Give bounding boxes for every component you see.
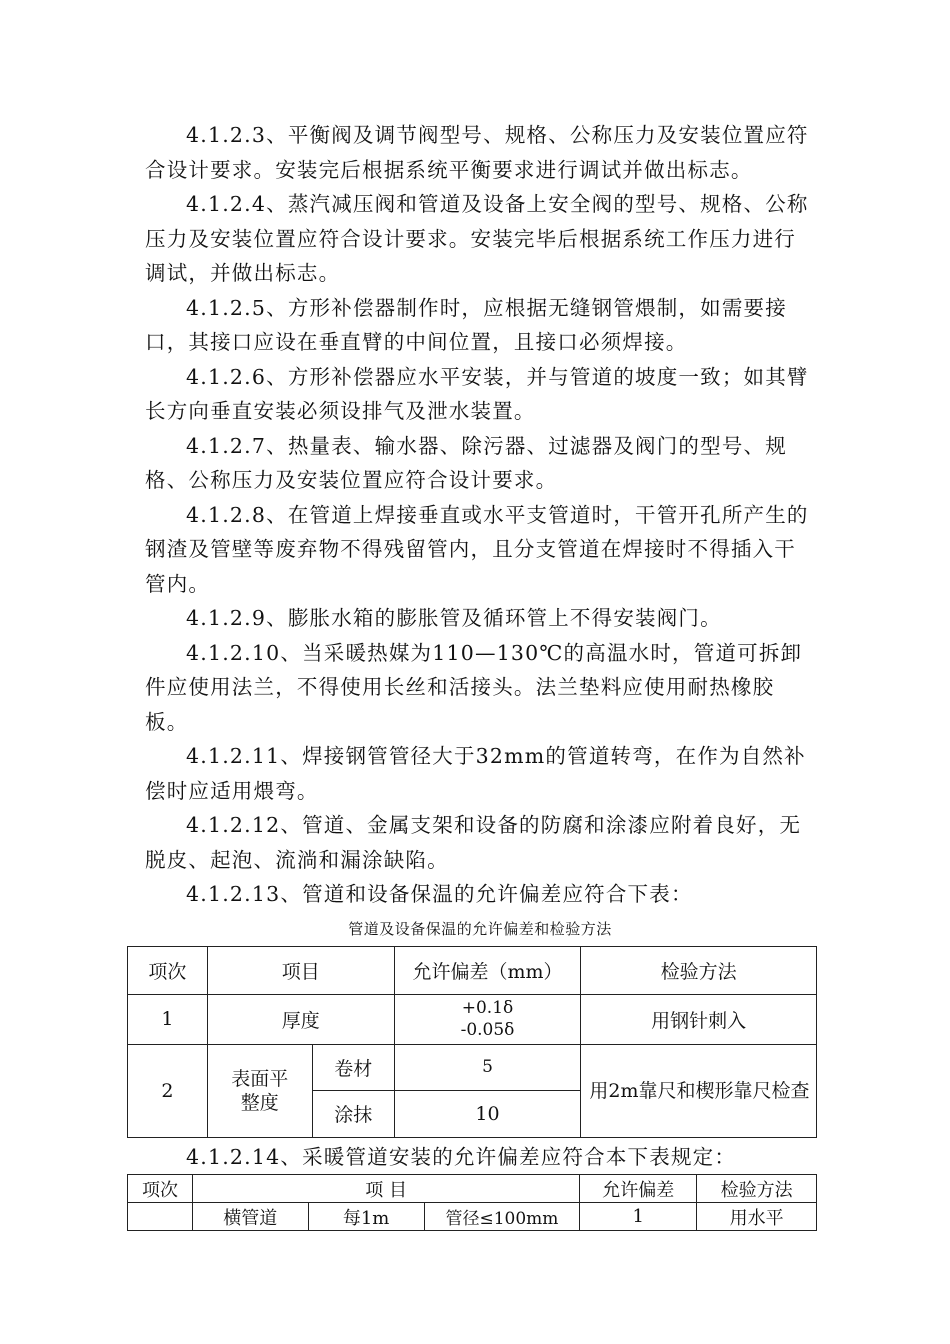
clause-4-1-2-6: 4.1.2.6、方形补偿器应水平安装，并与管道的坡度一致；如其臂长方向垂直安装必须设排气及泄水装置。: [145, 364, 809, 423]
row1-no: 1: [128, 994, 208, 1044]
insulation-tolerance-table: [127, 946, 817, 1138]
row2-item: [207, 1044, 312, 1137]
t2-row1-sub: 每1m: [308, 1203, 424, 1231]
table-header-row: [128, 946, 817, 994]
clause-4-1-2-10: 4.1.2.10、当采暖热媒为110—130℃的高温水时，管道可拆卸件应使用法兰，不得使用长丝和活接头。法兰垫料应使用耐热橡胶板。: [145, 640, 803, 734]
t2-header-no: 项次: [128, 1175, 193, 1203]
row2-item-label: 表面平整度: [231, 1067, 289, 1114]
t2-row1-deviation: 1: [580, 1203, 697, 1231]
clause-4-1-2-11: 4.1.2.11、焊接钢管管径大于32mm的管道转弯，在作为自然补偿时应适用煨弯。: [145, 744, 806, 803]
t2-header-deviation: 允许偏差: [580, 1175, 697, 1203]
clause-4-1-2-3: 4.1.2.3、平衡阀及调节阀型号、规格、公称压力及安装位置应符合设计要求。安装完后根据系统平衡要求进行调试并做出标志。: [145, 123, 809, 182]
row1-method: 用钢针刺入: [581, 994, 817, 1044]
t2-header-item: 项 目: [192, 1175, 579, 1203]
clause-4-1-2-12: 4.1.2.12、管道、金属支架和设备的防腐和涂漆应附着良好，无脱皮、起泡、流淌和漏涂缺陷。: [145, 813, 802, 872]
clause-4-1-2-13: 4.1.2.13、管道和设备保温的允许偏差应符合下表：: [186, 882, 693, 906]
table-row: [128, 1044, 817, 1090]
row1-deviation-upper: +0.1δ: [461, 998, 514, 1018]
header-item: 项目: [207, 946, 394, 994]
table-row: [128, 1203, 817, 1231]
t2-header-method: 检验方法: [697, 1175, 817, 1203]
header-method: 检验方法: [581, 946, 817, 994]
table1-caption: 管道及设备保温的允许偏差和检验方法: [348, 919, 612, 938]
clause-4-1-2-8: 4.1.2.8、在管道上焊接垂直或水平支管道时，干管开孔所产生的钢渣及管壁等废弃物不得残留管内，且分支管道在焊接时不得插入干管内。: [145, 502, 809, 596]
table-header-row: [128, 1175, 817, 1203]
clause-4-1-2-14: 4.1.2.14、采暖管道安装的允许偏差应符合本下表规定：: [186, 1144, 737, 1169]
row1-deviation: [394, 994, 581, 1044]
t2-row1-cond: 管径≤100mm: [424, 1203, 580, 1231]
clause-4-1-2-5: 4.1.2.5、方形补偿器制作时，应根据无缝钢管煨制，如需要接口，其接口应设在垂直臂的中间位置，且接口必须焊接。: [145, 295, 787, 354]
t2-row1-no: [128, 1203, 193, 1231]
row1-item: 厚度: [207, 994, 394, 1044]
row2-value2: 10: [394, 1090, 581, 1137]
row1-deviation-lower: -0.05δ: [460, 1020, 515, 1040]
row2-value1: 5: [394, 1044, 581, 1090]
heating-pipe-tolerance-table: [127, 1174, 817, 1231]
row2-sub1: 卷材: [312, 1044, 394, 1090]
row2-sub2: 涂抹: [312, 1090, 394, 1137]
row2-method: 用2m靠尺和楔形靠尺检查: [581, 1044, 817, 1137]
document-body: [141, 118, 815, 1231]
row2-no: 2: [128, 1044, 208, 1137]
t2-row1-method: 用水平: [697, 1203, 817, 1231]
clause-4-1-2-7: 4.1.2.7、热量表、输水器、除污器、过滤器及阀门的型号、规格、公称压力及安装位置应符合设计要求。: [145, 433, 787, 492]
clause-4-1-2-4: 4.1.2.4、蒸汽减压阀和管道及设备上安全阀的型号、规格、公称压力及安装位置应符合设计要求。安装完毕后根据系统工作压力进行调试，并做出标志。: [145, 192, 809, 285]
t2-row1-item: 横管道: [192, 1203, 308, 1231]
header-no: 项次: [128, 946, 208, 994]
header-deviation: 允许偏差（mm）: [394, 946, 581, 994]
table-row: [128, 994, 817, 1044]
clause-4-1-2-9: 4.1.2.9、膨胀水箱的膨胀管及循环管上不得安装阀门。: [186, 606, 722, 630]
